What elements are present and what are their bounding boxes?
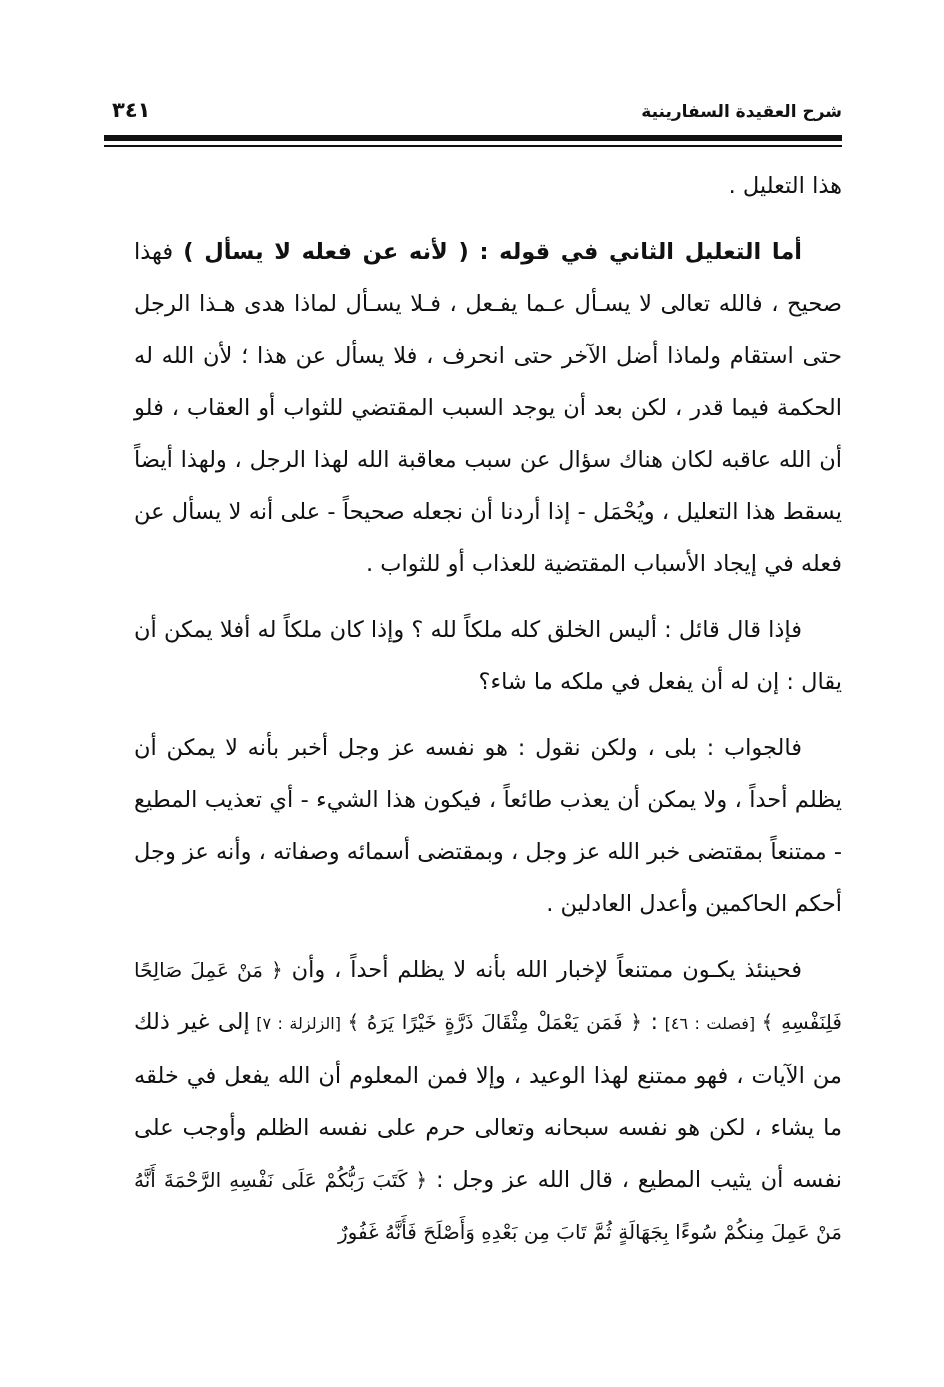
header-rule-thin bbox=[104, 145, 842, 147]
paragraph-2 bbox=[134, 226, 842, 590]
paragraph-gap bbox=[134, 212, 842, 226]
paragraph-5 bbox=[134, 944, 842, 1258]
paragraph-4 bbox=[134, 722, 842, 930]
quran-verse-2: ﴿ فَمَن يَعْمَلْ مِثْقَالَ ذَرَّةٍ خَيْرًا يَرَهُ ﴾ bbox=[347, 1010, 642, 1034]
paragraph-gap bbox=[134, 590, 842, 604]
body-text bbox=[134, 160, 842, 1258]
paragraph-1-text: هذا التعليل . bbox=[728, 173, 842, 199]
running-header bbox=[104, 98, 842, 132]
book-title: شرح العقيدة السفارينية bbox=[641, 102, 842, 122]
quran-verse-3: ﴿ كَتَبَ رَبُّكُمْ عَلَى نَفْسِهِ الرَّحْمَةَ أَنَّهُ مَنْ عَمِلَ مِنكُمْ سُوءًا بِجَهَالَةٍ ثُمَّ تَابَ مِن بَعْدِهِ وَأَصْلَحَ فَأَنَّهُ غَفُورٌ bbox=[134, 1168, 842, 1244]
paragraph-3-text: فإذا قال قائل : أليس الخلق كله ملكاً لله ؟ وإذا كان ملكاً له أفلا يمكن أن يقال : إن له أن يفعل في ملكه ما شاء؟ bbox=[134, 617, 842, 695]
paragraph-2-lead: أما التعليل الثاني في قوله : ( لأنه عن فعله لا يسأل ) bbox=[183, 239, 803, 265]
paragraph-5-text-mid: : bbox=[642, 1009, 659, 1035]
paragraph-5-text-before: فحينئذ يكـون ممتنعاً لإخبار الله بأنه لا يظلم أحداً ، وأن bbox=[282, 957, 802, 983]
paragraph-3 bbox=[134, 604, 842, 708]
verse-reference-2: [الزلزلة : ٧] bbox=[249, 1014, 348, 1033]
paragraph-4-text: فالجواب : بلى ، ولكن نقول : هو نفسه عز وجل أخبر بأنه لا يمكن أن يظلم أحداً ، ولا يمكن أن يعذب طائعاً ، فيكون هذا الشيء - أي تعذيب المطيع - ممتنعاً بمقتضى خبر الله عز وجل ، وبمقتضى أسمائه وصفاته ، وأنه عز وجل أحكم الحاكمين وأعدل العادلين . bbox=[134, 735, 842, 917]
paragraph-2-text: فهذا صحيح ، فالله تعالى لا يسـأل عـما يفـعل ، فـلا يسـأل لماذا هدى هـذا الرجل حتى استقام ولماذا أضل الآخر حتى انحرف ، فلا يسأل عن هذا ؛ لأن الله له الحكمة فيما قدر ، لكن بعد أن يوجد السبب المقتضي للثواب أو العقاب ، فلو أن الله عاقبه لكان هناك سؤال عن سبب معاقبة الله لهذا الرجل ، ولهذا أيضاً يسقط هذا التعليل ، ويُحْمَل - إذا أردنا أن نجعله صحيحاً - على أنه لا يسأل عن فعله في إيجاد الأسباب المقتضية للعذاب أو للثواب . bbox=[134, 239, 842, 577]
paragraph-gap bbox=[134, 930, 842, 944]
paragraph-5-text-after: إلى غير ذلك من الآيات ، فهو ممتنع لهذا الوعيد ، وإلا فمن المعلوم أن الله يفعل في خلقه ما يشاء ، لكن هو نفسه سبحانه وتعالى حرم على نفسه الظلم وأوجب على نفسه أن يثيب المطيع ، قال الله عز وجل : bbox=[134, 1009, 843, 1193]
paragraph-1 bbox=[134, 160, 842, 212]
verse-reference-1: [فصلت : ٤٦] bbox=[658, 1014, 762, 1033]
paragraph-gap bbox=[134, 708, 842, 722]
quran-verse-1: ﴿ مَنْ عَمِلَ صَالِحًا فَلِنَفْسِهِ ﴾ bbox=[134, 958, 842, 1034]
page-number: ٣٤١ bbox=[112, 98, 151, 122]
header-rule-thick bbox=[104, 135, 842, 141]
